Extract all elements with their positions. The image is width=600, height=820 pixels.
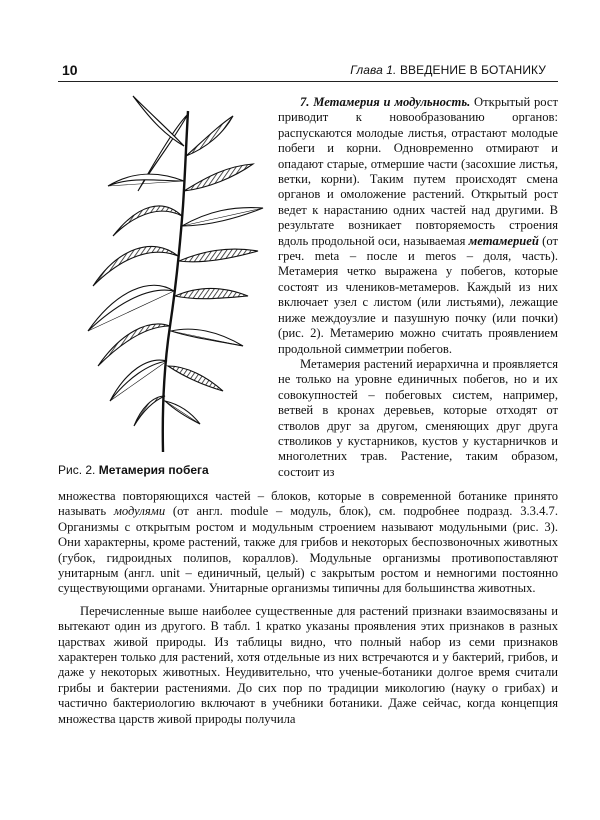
term-modules: модулями bbox=[113, 504, 166, 519]
figure-caption bbox=[58, 463, 209, 477]
paragraph-text: множества повторяющихся частей – блоков, которые в современной ботанике принято называть bbox=[58, 489, 558, 519]
term-metamerism: метамерией bbox=[468, 233, 539, 248]
chapter-title: ВВЕДЕНИЕ В БОТАНИКУ bbox=[399, 63, 546, 77]
caption-title: Метамерия побега bbox=[98, 463, 209, 477]
column-text bbox=[278, 95, 558, 480]
paragraph-text: (от англ. module – модуль, блок), см. подробнее подразд. 3.3.4.7. Организмы с открытым ростом и модульным строением называют модульными (рис. 3). Они характерны, кроме растений, также для грибов и некоторых беспозвоночных животных (губок, гидроидных полипов, кораллов). Модульные организмы противопоставляют унитарным (англ. unit – единичный, целый) с закрытым ростом и немногими постоянно существующими органами. Унитарные организмы типичны для большинства животных. bbox=[58, 504, 558, 596]
caption-label: Рис. 2. bbox=[58, 463, 96, 477]
paragraph-modules bbox=[58, 489, 558, 597]
header-rule bbox=[58, 81, 558, 82]
paragraph-hierarchy: Метамерия растений иерархична и проявляется не только на уровне единичных побегов, но и их совокупностей – побеговых систем, например, ветвей в кронах деревьев, которые отходят от стволов друг за другом, сменяющих друг друга стволиков у кустарников, кустов у кустарничков и многолетних трав. Растение, таким образом, состоит из bbox=[278, 356, 558, 479]
page-number: 10 bbox=[62, 62, 78, 78]
paragraph-text: Открытый рост приводит к новообразованию органов: распускаются молодые листья, отрастают молодые побеги и корни. Одновременно отмирают и опадают старые, отмершие части (засохшие листья, ветки, корни). Таким путем происходят смена органов и омоложение растений. Открытый рост ведет к нарастанию одних частей над другими. В результате возникает повторяемость строения вдоль продольной оси, называемая bbox=[278, 95, 559, 248]
full-width-text bbox=[58, 489, 558, 727]
paragraph-features: Перечисленные выше наиболее существенные для растений признаки взаимосвязаны и вытекают один из другого. В табл. 1 кратко указаны проявления этих признаков в разных царствах живой природы. Из таблицы видно, что полный набор из семи признаков характерен только для растений, хотя отдельные из них встречаются и у бактерий, грибов, и даже у некоторых животных. Неудивительно, что ученые-ботаники долгое время считали грибы и бактерии растениями. До сих пор по традиции микологию (науку о грибах) и частично бактериологию включают в учебники ботаники. Даже сейчас, когда концепция множества царств живой природы получила bbox=[58, 603, 558, 726]
shoot-illustration bbox=[58, 86, 278, 456]
running-head bbox=[350, 63, 546, 77]
willow-shoot-drawing bbox=[58, 86, 278, 456]
paragraph-metamerism bbox=[278, 95, 558, 357]
chapter-label: Глава 1. bbox=[350, 63, 397, 77]
section-heading: 7. Метамерия и модульность. bbox=[300, 95, 471, 109]
paragraph-text: (от греч. meta – после и meros – доля, часть). Метамерия четко выражена у побегов, которые состоят из члеников-метамеров. Каждый из них включает узел с листом (или листьями), лежащие ниже междоузлие и пазушную почку (или почки) (рис. 2). Метамерию можно считать проявлением продольной симметрии побегов. bbox=[278, 233, 558, 356]
